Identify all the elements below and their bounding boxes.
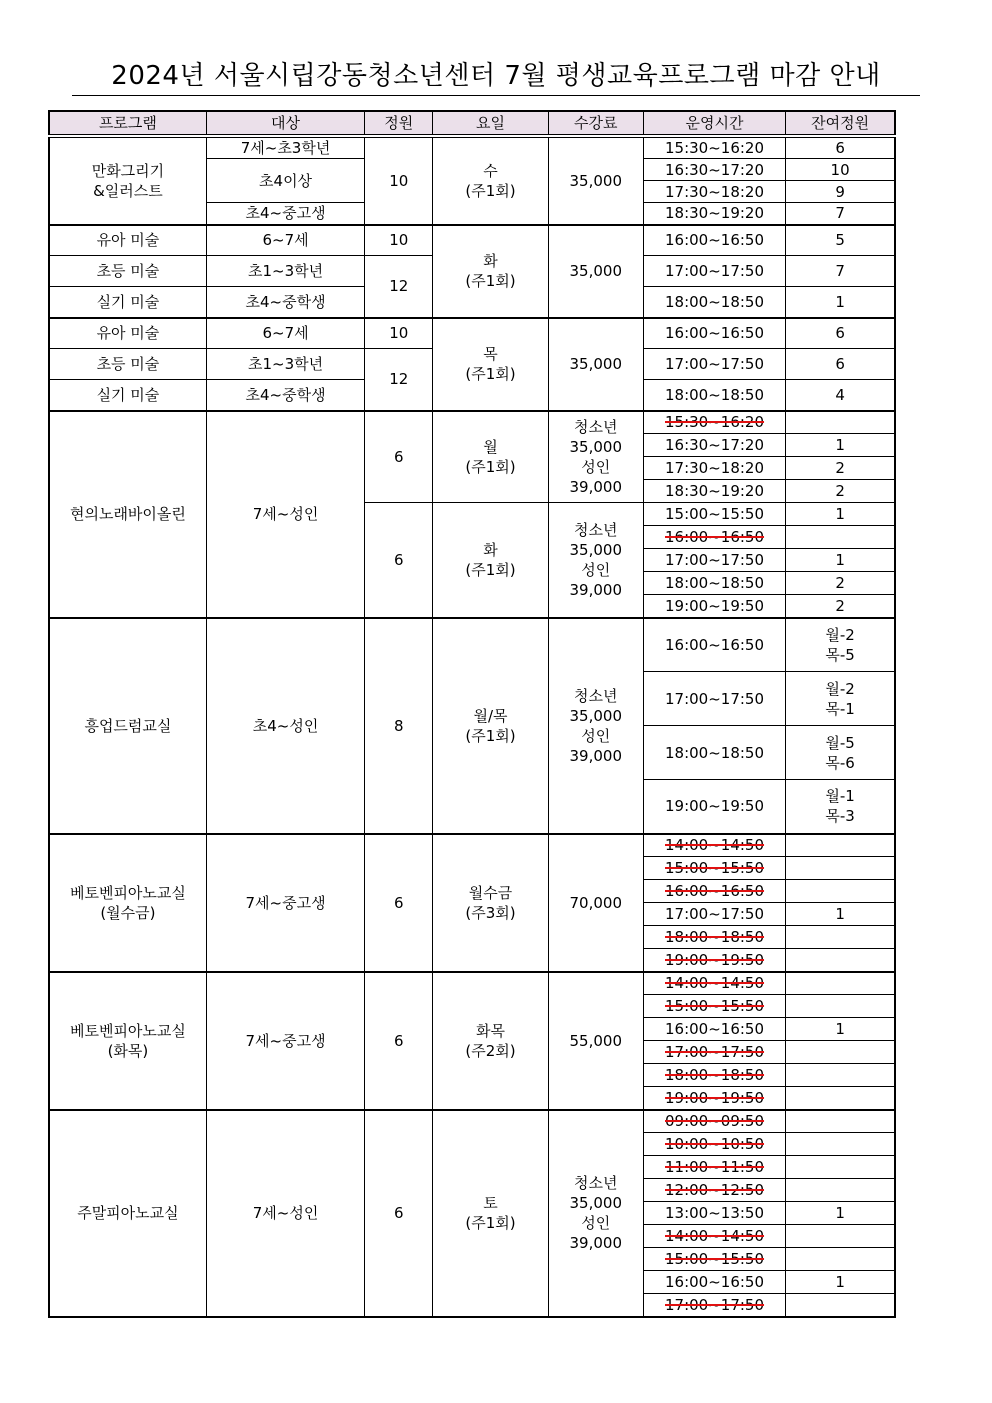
time-cell-closed: 17:00~17:50 [643,1294,785,1317]
day-cell: 월수금 (주3회) [433,834,548,972]
program-group-piano-mwf [49,834,895,972]
time-cell-closed: 19:00~19:50 [643,949,785,972]
table-row [49,225,895,256]
time-cell: 15:30~16:20 [643,136,785,159]
program-name: 실기 미술 [49,380,206,411]
target-cell: 초4~중학생 [206,380,364,411]
table-row [49,972,895,995]
remaining-cell: 7 [786,203,895,225]
program-name: 흥업드럼교실 [49,618,206,834]
program-group-art-thu [49,318,895,411]
remaining-cell [786,834,895,857]
remaining-cell [786,857,895,880]
target-cell: 초4~중고생 [206,203,364,225]
remaining-cell: 7 [786,256,895,287]
remaining-cell: 1 [786,903,895,926]
capacity-cell: 10 [365,225,433,256]
capacity-cell: 6 [365,972,433,1110]
time-cell: 17:00~17:50 [643,903,785,926]
capacity-cell: 12 [365,256,433,318]
remaining-cell: 1 [786,503,895,526]
program-name: 초등 미술 [49,256,206,287]
fee-cell: 청소년 35,000 성인 39,000 [548,1110,643,1317]
program-group-manhwa [49,136,895,225]
remaining-cell: 6 [786,349,895,380]
header-row [49,111,895,136]
time-cell: 18:00~18:50 [643,726,785,780]
header-time: 운영시간 [643,111,785,136]
time-cell: 16:30~17:20 [643,159,785,181]
table-row [49,1110,895,1133]
time-cell-closed: 17:00~17:50 [643,1041,785,1064]
target-cell: 초4~성인 [206,618,364,834]
time-cell: 19:00~19:50 [643,780,785,834]
time-cell: 18:00~18:50 [643,380,785,411]
program-name: 초등 미술 [49,349,206,380]
remaining-cell: 월-5 목-6 [786,726,895,780]
time-cell: 17:00~17:50 [643,672,785,726]
time-cell: 19:00~19:50 [643,595,785,618]
title-underline [72,95,920,96]
remaining-cell: 월-2 목-5 [786,618,895,672]
day-cell: 월/목 (주1회) [433,618,548,834]
table-row [49,618,895,672]
capacity-cell: 10 [365,136,433,225]
header-day: 요일 [433,111,548,136]
header-target: 대상 [206,111,364,136]
time-cell: 17:00~17:50 [643,549,785,572]
remaining-cell [786,1064,895,1087]
time-cell-closed: 15:00~15:50 [643,1248,785,1271]
remaining-cell: 월-1 목-3 [786,780,895,834]
remaining-cell [786,995,895,1018]
capacity-cell: 6 [365,411,433,503]
target-cell: 7세~중고생 [206,834,364,972]
target-cell: 7세~초3학년 [206,136,364,159]
remaining-cell [786,949,895,972]
time-cell-closed: 14:00~14:50 [643,1225,785,1248]
target-cell: 6~7세 [206,318,364,349]
schedule-table [48,110,896,1318]
program-name: 베토벤피아노교실 (월수금) [49,834,206,972]
program-group-violin [49,411,895,618]
remaining-cell: 10 [786,159,895,181]
time-cell: 18:30~19:20 [643,203,785,225]
capacity-cell: 6 [365,834,433,972]
target-cell: 7세~성인 [206,411,364,618]
remaining-cell [786,1179,895,1202]
capacity-cell: 12 [365,349,433,411]
remaining-cell [786,1156,895,1179]
remaining-cell [786,411,895,434]
program-name: 만화그리기 &일러스트 [49,136,206,225]
remaining-cell [786,1087,895,1110]
time-cell-closed: 15:00~15:50 [643,995,785,1018]
table-row [49,411,895,434]
time-cell-closed: 16:00~16:50 [643,526,785,549]
time-cell: 18:00~18:50 [643,572,785,595]
day-cell: 수 (주1회) [433,136,548,225]
time-cell-closed: 19:00~19:50 [643,1087,785,1110]
time-cell: 16:30~17:20 [643,434,785,457]
time-cell: 17:30~18:20 [643,181,785,203]
header-capacity: 정원 [365,111,433,136]
remaining-cell: 5 [786,225,895,256]
target-cell: 초1~3학년 [206,256,364,287]
target-cell: 초4이상 [206,159,364,203]
program-group-piano-sat [49,1110,895,1317]
time-cell-closed: 18:00~18:50 [643,926,785,949]
target-cell: 7세~성인 [206,1110,364,1317]
program-name: 베토벤피아노교실 (화목) [49,972,206,1110]
time-cell-closed: 16:00~16:50 [643,880,785,903]
time-cell: 16:00~16:50 [643,318,785,349]
time-cell: 13:00~13:50 [643,1202,785,1225]
time-cell: 18:30~19:20 [643,480,785,503]
day-cell: 화 (주1회) [433,225,548,318]
remaining-cell: 6 [786,136,895,159]
time-cell-closed: 12:00~12:50 [643,1179,785,1202]
fee-cell: 청소년 35,000 성인 39,000 [548,503,643,618]
remaining-cell [786,880,895,903]
remaining-cell [786,972,895,995]
time-cell: 16:00~16:50 [643,1271,785,1294]
remaining-cell: 1 [786,1271,895,1294]
remaining-cell: 2 [786,572,895,595]
time-cell: 17:00~17:50 [643,349,785,380]
time-cell-closed: 14:00~14:50 [643,834,785,857]
remaining-cell [786,1041,895,1064]
remaining-cell: 2 [786,457,895,480]
time-cell-closed: 09:00~09:50 [643,1110,785,1133]
remaining-cell: 1 [786,434,895,457]
fee-cell: 70,000 [548,834,643,972]
time-cell: 15:00~15:50 [643,503,785,526]
target-cell: 7세~중고생 [206,972,364,1110]
time-cell-closed: 15:30~16:20 [643,411,785,434]
table-row [49,318,895,349]
remaining-cell: 월-2 목-1 [786,672,895,726]
fee-cell: 35,000 [548,318,643,411]
header-fee: 수강료 [548,111,643,136]
day-cell: 목 (주1회) [433,318,548,411]
capacity-cell: 10 [365,318,433,349]
time-cell: 18:00~18:50 [643,287,785,318]
day-cell: 화 (주1회) [433,503,548,618]
remaining-cell: 2 [786,595,895,618]
program-name: 현의노래바이올린 [49,411,206,618]
remaining-cell: 6 [786,318,895,349]
remaining-cell: 1 [786,549,895,572]
remaining-cell: 9 [786,181,895,203]
time-cell: 16:00~16:50 [643,225,785,256]
capacity-cell: 8 [365,618,433,834]
remaining-cell: 4 [786,380,895,411]
remaining-cell: 1 [786,287,895,318]
program-group-art-tue [49,225,895,318]
time-cell-closed: 18:00~18:50 [643,1064,785,1087]
remaining-cell [786,1248,895,1271]
program-name: 실기 미술 [49,287,206,318]
table-row [49,136,895,159]
target-cell: 초1~3학년 [206,349,364,380]
remaining-cell [786,526,895,549]
day-cell: 토 (주1회) [433,1110,548,1317]
remaining-cell: 1 [786,1018,895,1041]
program-group-piano-tt [49,972,895,1110]
fee-cell: 35,000 [548,136,643,225]
fee-cell: 55,000 [548,972,643,1110]
program-name: 유아 미술 [49,318,206,349]
time-cell-closed: 14:00~14:50 [643,972,785,995]
time-cell: 16:00~16:50 [643,1018,785,1041]
time-cell-closed: 11:00~11:50 [643,1156,785,1179]
remaining-cell [786,926,895,949]
fee-cell: 청소년 35,000 성인 39,000 [548,411,643,503]
time-cell-closed: 15:00~15:50 [643,857,785,880]
day-cell: 화목 (주2회) [433,972,548,1110]
remaining-cell [786,1133,895,1156]
capacity-cell: 6 [365,1110,433,1317]
remaining-cell: 1 [786,1202,895,1225]
day-cell: 월 (주1회) [433,411,548,503]
page-title: 2024년 서울시립강동청소년센터 7월 평생교육프로그램 마감 안내 [111,61,881,91]
time-cell: 17:30~18:20 [643,457,785,480]
fee-cell: 청소년 35,000 성인 39,000 [548,618,643,834]
remaining-cell [786,1225,895,1248]
program-name: 주말피아노교실 [49,1110,206,1317]
header-remaining: 잔여정원 [786,111,895,136]
capacity-cell: 6 [365,503,433,618]
time-cell: 17:00~17:50 [643,256,785,287]
header-program: 프로그램 [49,111,206,136]
target-cell: 6~7세 [206,225,364,256]
remaining-cell: 2 [786,480,895,503]
fee-cell: 35,000 [548,225,643,318]
target-cell: 초4~중학생 [206,287,364,318]
program-group-drum [49,618,895,834]
time-cell-closed: 10:00~10:50 [643,1133,785,1156]
table-row [49,834,895,857]
time-cell: 16:00~16:50 [643,618,785,672]
remaining-cell [786,1294,895,1317]
remaining-cell [786,1110,895,1133]
program-name: 유아 미술 [49,225,206,256]
